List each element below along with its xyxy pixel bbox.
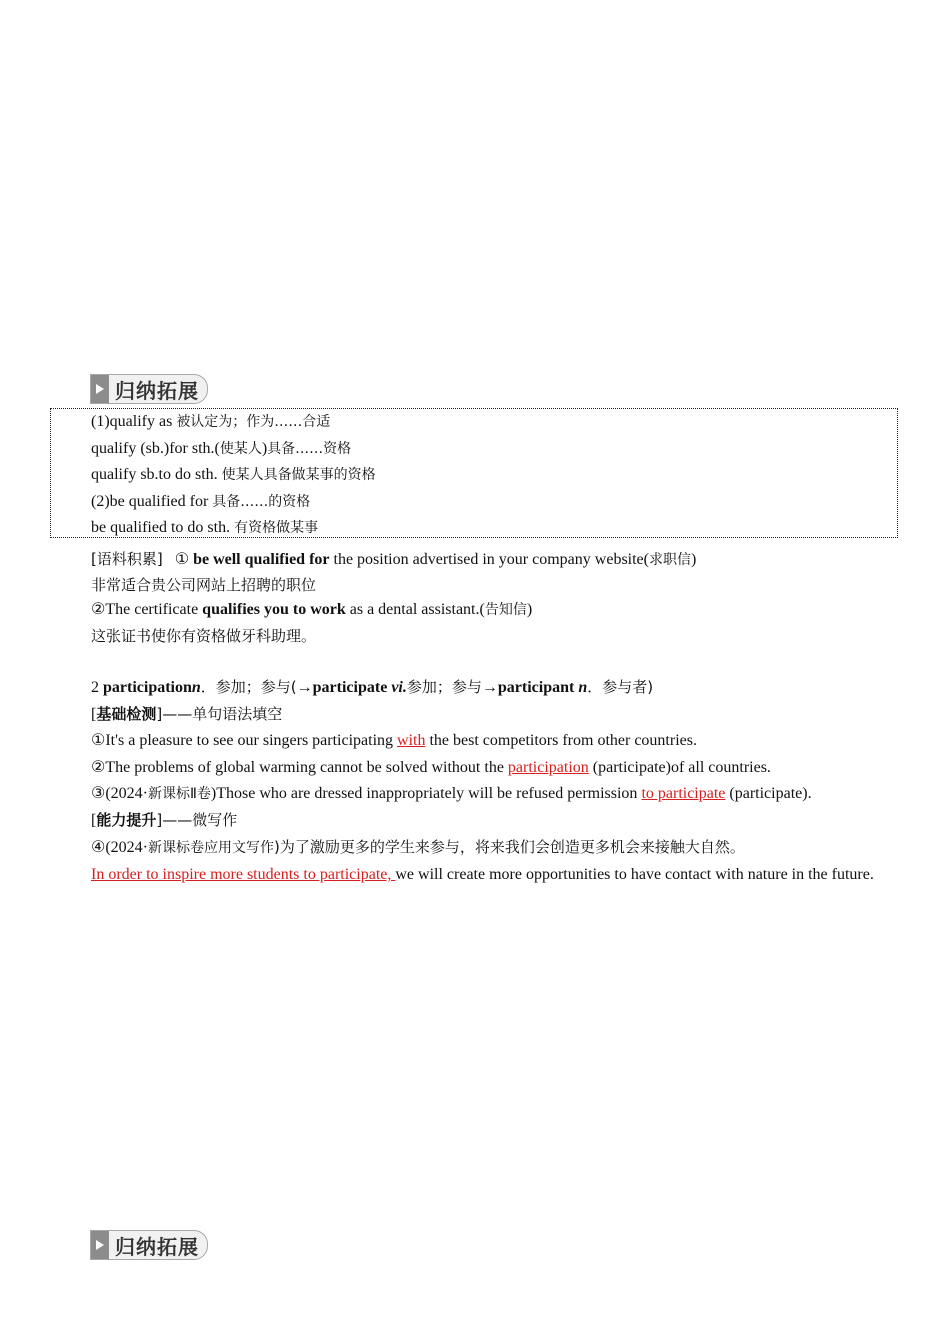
box-line-1: (1)qualify as 被认定为；作为……合适 [91, 413, 331, 430]
basic-q3: ③(2024·新课标Ⅱ卷)Those who are dressed inappropriately will be refused permission to participate (participate). [91, 785, 812, 802]
ability-answer: In order to inspire more students to participate, we will create more opportunities to have contact with nature in the future. [91, 866, 874, 883]
box-line-3: qualify sb.to do sth. 使某人具备做某事的资格 [91, 466, 376, 483]
box-line-2: qualify (sb.)for sth.(使某人)具备……资格 [91, 440, 352, 457]
corpus-cn-2: 这张证书使你有资格做牙科助理。 [91, 627, 317, 645]
section-badge-top [90, 374, 208, 404]
answer-blank: with [397, 732, 426, 749]
play-triangle-icon [91, 1231, 109, 1259]
basic-q2: ②The problems of global warming cannot be solved without the participation (participate)of all countries. [91, 759, 771, 776]
box-line-4: (2)be qualified for 具备……的资格 [91, 493, 311, 510]
ability-q4: ④(2024·新课标卷应用文写作)为了激励更多的学生来参与，将来我们会创造更多机会来接触大自然。 [91, 838, 745, 856]
corpus-label: [语料积累] [91, 550, 163, 568]
play-triangle-icon [91, 375, 109, 403]
corpus-line-1: [语料积累] ① be well qualified for the position advertised in your company website(求职信) [91, 550, 697, 568]
badge-title: 归纳拓展 [115, 1234, 199, 1259]
box-line-5: be qualified to do sth. 有资格做某事 [91, 519, 319, 536]
corpus-line-2: ②The certificate qualifies you to work as a dental assistant.(告知信) [91, 601, 533, 618]
section-badge-bottom [90, 1230, 208, 1260]
answer-blank: participation [507, 759, 589, 776]
entry-heading: 2 participationn．参加；参与(→participate vi.参加；参与→participant n．参与者) [91, 678, 654, 696]
basic-q1: ①It's a pleasure to see our singers participating with the best competitors from other countries. [91, 732, 697, 749]
badge-title: 归纳拓展 [115, 378, 199, 403]
corpus-cn-1: 非常适合贵公司网站上招聘的职位 [91, 576, 317, 594]
ability-label: [能力提升]——微写作 [91, 811, 238, 829]
answer-blank: to participate [641, 785, 726, 802]
basic-label: [基础检测]——单句语法填空 [91, 705, 283, 723]
